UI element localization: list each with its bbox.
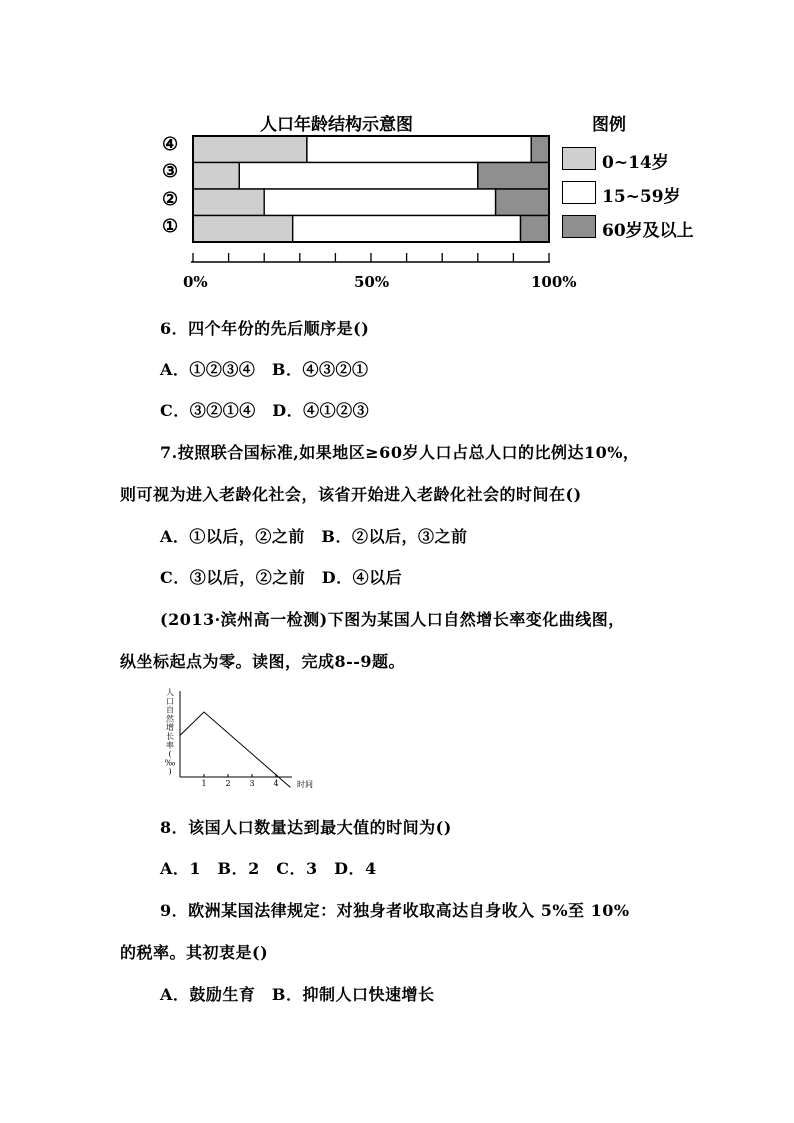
growth-y-label-char-7: ( bbox=[168, 749, 172, 759]
growth-x-tick-label-1: 1 bbox=[201, 779, 207, 788]
intro-line1: (2013·滨州高一检测)下图为某国人口自然增长率变化曲线图， bbox=[160, 610, 625, 629]
growth-y-label-char-3: 然 bbox=[166, 714, 174, 724]
legend-label-60-plus: 60岁及以上 bbox=[602, 221, 694, 241]
growth-y-label-char-1: 口 bbox=[166, 696, 174, 706]
intro-line2: 纵坐标起点为零。读图，完成8--9题。 bbox=[120, 652, 406, 671]
bar-segment-row1-series1 bbox=[193, 136, 307, 163]
bar-segment-row1-series3 bbox=[531, 136, 549, 163]
growth-x-tick-label-4: 4 bbox=[273, 779, 279, 788]
q7-stem-line2: 则可视为进入老龄化社会，该省开始进入老龄化社会的时间在() bbox=[120, 485, 582, 504]
growth-y-label-char-0: 人 bbox=[166, 688, 174, 697]
bar-segment-row2-series3 bbox=[478, 163, 549, 190]
x-tick-0: 0% bbox=[183, 273, 208, 291]
growth-y-label-char-2: 自 bbox=[166, 705, 174, 715]
legend-title: 图例 bbox=[592, 115, 626, 135]
legend-swatch-60-plus bbox=[562, 215, 596, 238]
growth-x-axis-label: 时间 bbox=[297, 780, 313, 789]
age-chart-title: 人口年龄结构示意图 bbox=[260, 115, 413, 135]
growth-y-label-char-9: ) bbox=[168, 767, 172, 777]
growth-y-label-char-8: ‰ bbox=[164, 758, 176, 768]
bar-segment-row3-series2 bbox=[264, 189, 495, 216]
q6-options-ab: A．①②③④ B．④③②① bbox=[160, 360, 369, 379]
age-structure-chart bbox=[0, 0, 794, 300]
bar-segment-row2-series2 bbox=[239, 163, 478, 190]
growth-y-label-char-6: 率 bbox=[166, 740, 174, 750]
growth-rate-chart bbox=[150, 685, 330, 800]
bar-segment-row3-series1 bbox=[193, 189, 264, 216]
q8-options: A．1 B．2 C．3 D．4 bbox=[160, 859, 377, 878]
q7-options-cd: C．③以后，②之前 D．④以后 bbox=[160, 568, 403, 587]
q7-options-ab: A．①以后，②之前 B．②以后，③之前 bbox=[160, 527, 468, 546]
growth-y-label-char-5: 长 bbox=[166, 732, 174, 741]
q9-options-ab: A．鼓励生育 B．抑制人口快速增长 bbox=[160, 985, 435, 1004]
row-label-1: ① bbox=[162, 216, 179, 237]
legend-swatch-15-59 bbox=[562, 181, 596, 204]
growth-y-label-char-4: 增 bbox=[166, 723, 174, 733]
growth-rate-line bbox=[180, 712, 290, 787]
q6-stem: 6．四个年份的先后顺序是() bbox=[160, 319, 370, 338]
row-label-4: ④ bbox=[162, 134, 179, 155]
bar-segment-row2-series1 bbox=[193, 163, 239, 190]
legend-label-0-14: 0~14岁 bbox=[602, 153, 669, 173]
legend-swatch-0-14 bbox=[562, 147, 596, 170]
q6-options-cd: C．③②①④ D．④①②③ bbox=[160, 401, 370, 420]
legend-label-15-59: 15~59岁 bbox=[602, 187, 681, 207]
q7-stem-line1: 7.按照联合国标准,如果地区≥60岁人口占总人口的比例达10%， bbox=[160, 443, 640, 462]
growth-x-tick-label-2: 2 bbox=[225, 779, 231, 788]
q9-stem-line2: 的税率。其初衷是() bbox=[120, 943, 269, 962]
bar-segment-row1-series2 bbox=[307, 136, 531, 163]
q9-stem-line1: 9．欧洲某国法律规定：对独身者收取高达自身收入 5%至 10% bbox=[160, 901, 630, 920]
row-label-2: ② bbox=[162, 189, 179, 210]
bar-segment-row3-series3 bbox=[496, 189, 549, 216]
row-label-3: ③ bbox=[162, 161, 179, 182]
bar-segment-row4-series1 bbox=[193, 216, 293, 243]
x-tick-100: 100% bbox=[531, 273, 577, 291]
x-tick-50: 50% bbox=[354, 273, 390, 291]
q8-stem: 8．该国人口数量达到最大值的时间为() bbox=[160, 818, 452, 837]
bar-segment-row4-series2 bbox=[293, 216, 521, 243]
bar-segment-row4-series3 bbox=[521, 216, 549, 243]
growth-x-tick-label-3: 3 bbox=[249, 779, 255, 788]
